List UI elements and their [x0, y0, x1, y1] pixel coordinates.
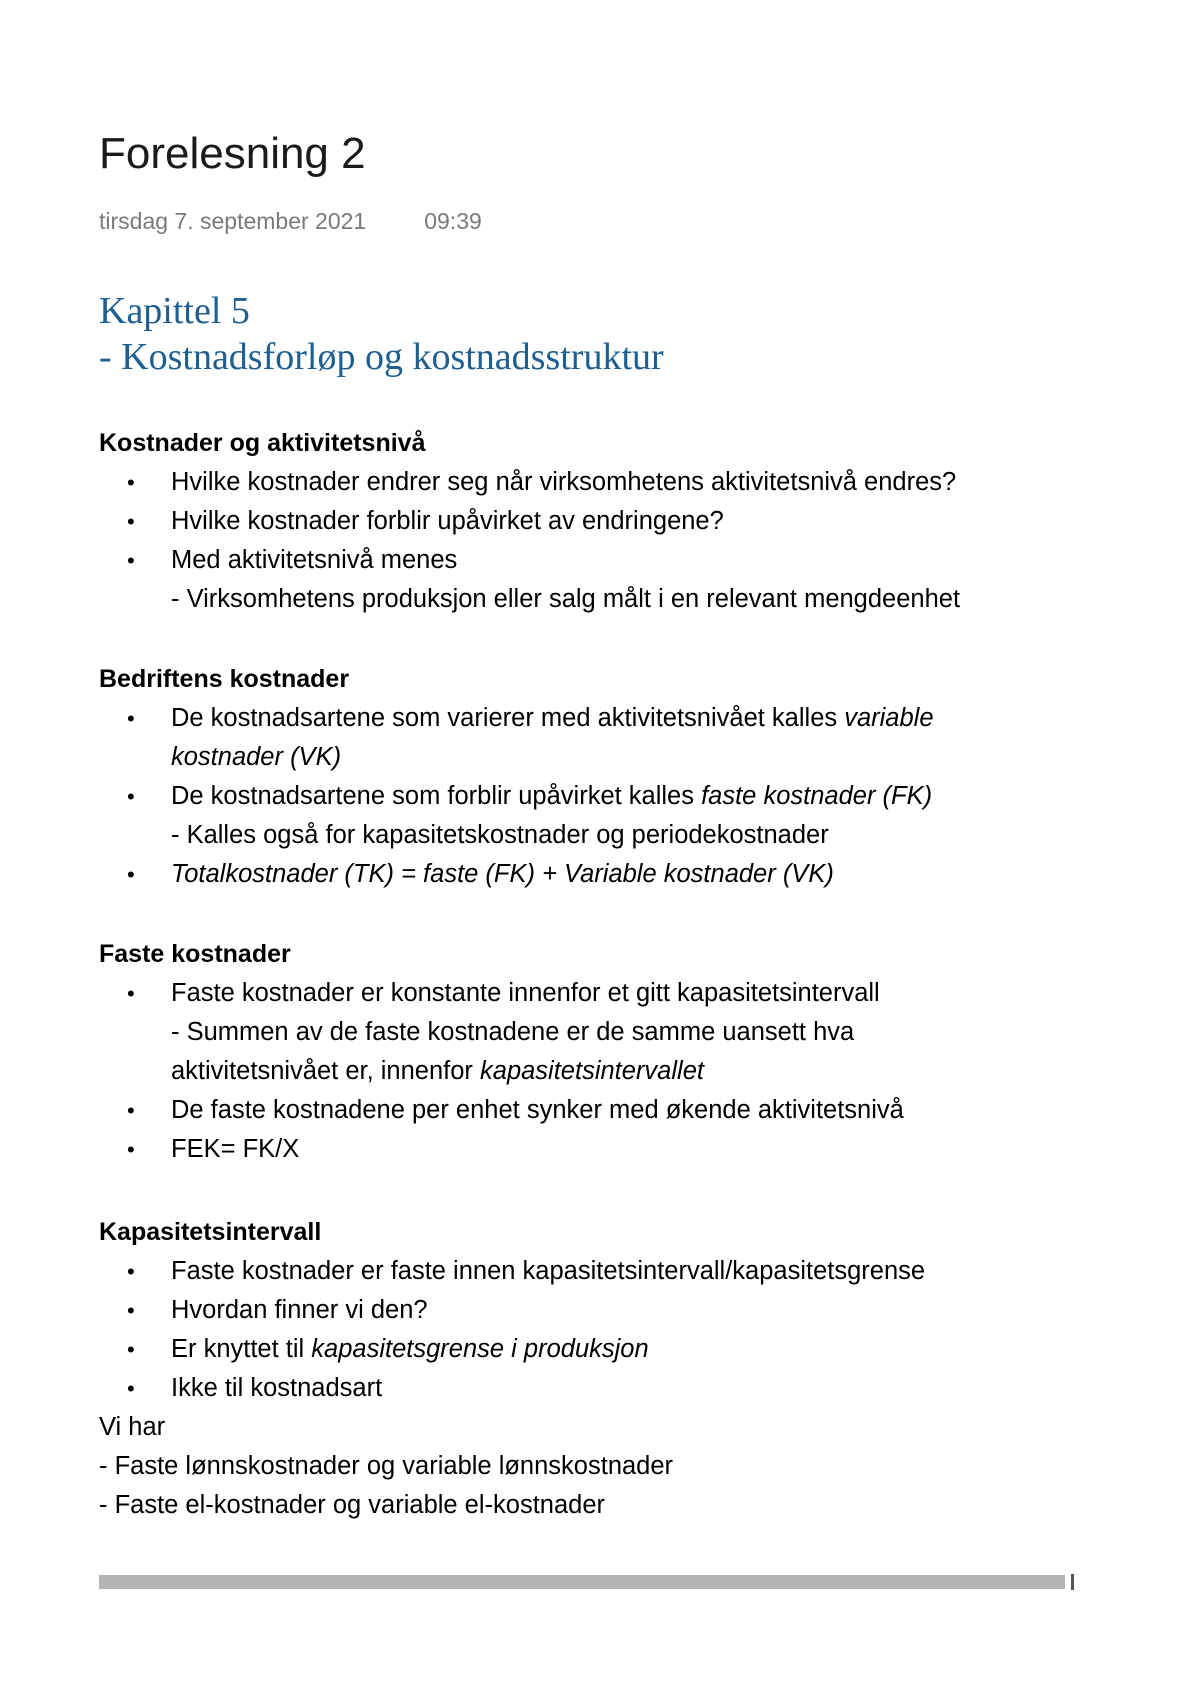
- list-item: [99, 855, 1109, 894]
- bullet-icon: •: [127, 509, 135, 534]
- list-item: • Ikke til kostnadsart: [99, 1369, 1109, 1408]
- paragraph: - Faste lønnskostnader og variable lønnskostnader: [99, 1452, 674, 1480]
- section-heading: Kapasitetsintervall: [99, 1218, 322, 1246]
- page-date: tirsdag 7. september 2021: [99, 208, 367, 234]
- bullet-list: [99, 699, 1109, 894]
- list-item: • De kostnadsartene som forblir upåvirket kalles faste kostnader (FK) - Kalles også for kapasitetskostnader og periodekostnader: [99, 777, 1109, 855]
- list-item: • Hvilke kostnader forblir upåvirket av endringene?: [99, 502, 1109, 541]
- paragraph: Vi har: [99, 1413, 166, 1441]
- list-item: • FEK= FK/X: [99, 1130, 1109, 1169]
- bullet-list: [99, 463, 1109, 619]
- sub-line: aktivitetsnivået er, innenfor kapasitetsintervallet: [171, 1057, 704, 1085]
- bullet-icon: •: [127, 1259, 135, 1284]
- bullet-icon: •: [127, 862, 135, 887]
- section-faste-kostnader: [99, 935, 1109, 1169]
- bullet-list: [99, 974, 1109, 1169]
- list-item: • Faste kostnader er faste innen kapasitetsintervall/kapasitetsgrense: [99, 1252, 1109, 1291]
- section-heading: Kostnader og aktivitetsnivå: [99, 429, 426, 457]
- emphasis-text: kostnader (VK): [171, 743, 342, 771]
- bullet-icon: •: [127, 784, 135, 809]
- bullet-icon: •: [127, 548, 135, 573]
- bullet-icon: •: [127, 706, 135, 731]
- list-item: • Er knyttet til kapasitetsgrense i produksjon: [99, 1330, 1109, 1369]
- list-item: • De kostnadsartene som varierer med aktivitetsnivået kalles variable kostnader (VK): [99, 699, 1109, 777]
- section-kostnader-aktivitetsniva: [99, 424, 1109, 619]
- emphasis-text: kapasitetsgrense i produksjon: [311, 1335, 649, 1363]
- emphasis-text: faste kostnader (FK): [701, 782, 933, 810]
- list-item: • Hvordan finner vi den?: [99, 1291, 1109, 1330]
- page-title: Forelesning 2: [99, 129, 366, 178]
- page-meta: [99, 208, 482, 235]
- sub-line: - Kalles også for kapasitetskostnader og periodekostnader: [171, 821, 829, 849]
- page-footer-bar: [99, 1575, 1065, 1589]
- bullet-icon: •: [127, 1298, 135, 1323]
- list-item: • De faste kostnadene per enhet synker med økende aktivitetsnivå: [99, 1091, 1109, 1130]
- emphasis-text: variable: [844, 704, 934, 732]
- list-item: • Faste kostnader er konstante innenfor et gitt kapasitetsintervall - Summen av de faste kostnadene er de samme uansett hva aktivitetsnivået er, innenfor kapasitetsintervallet: [99, 974, 1109, 1091]
- bullet-icon: •: [127, 1376, 135, 1401]
- sub-line: - Summen av de faste kostnadene er de samme uansett hva: [171, 1018, 855, 1046]
- section-kapasitetsintervall: [99, 1213, 1109, 1525]
- list-item: • Hvilke kostnader endrer seg når virksomhetens aktivitetsnivå endres?: [99, 463, 1109, 502]
- bullet-list: [99, 1252, 1109, 1408]
- page-footer-marker: [1071, 1574, 1074, 1590]
- bullet-icon: •: [127, 470, 135, 495]
- bullet-icon: •: [127, 1337, 135, 1362]
- paragraph: - Faste el-kostnader og variable el-kostnader: [99, 1491, 606, 1519]
- chapter-subtitle: - Kostnadsforløp og kostnadsstruktur: [99, 336, 664, 378]
- bullet-icon: •: [127, 1137, 135, 1162]
- list-item: • Med aktivitetsnivå menes - Virksomhetens produksjon eller salg målt i en relevant mengdeenhet: [99, 541, 1109, 619]
- chapter-heading: [99, 288, 664, 380]
- section-heading: Faste kostnader: [99, 940, 291, 968]
- bullet-icon: •: [127, 981, 135, 1006]
- emphasis-text: kapasitetsintervallet: [480, 1057, 704, 1085]
- chapter-title: Kapittel 5: [99, 290, 250, 332]
- section-heading: Bedriftens kostnader: [99, 665, 350, 693]
- emphasis-text: Totalkostnader (TK) = faste (FK) + Variable kostnader (VK): [171, 860, 834, 888]
- bullet-icon: •: [127, 1098, 135, 1123]
- page-time: 09:39: [424, 208, 482, 234]
- sub-line: - Virksomhetens produksjon eller salg målt i en relevant mengdeenhet: [171, 585, 961, 613]
- section-bedriftens-kostnader: [99, 660, 1109, 894]
